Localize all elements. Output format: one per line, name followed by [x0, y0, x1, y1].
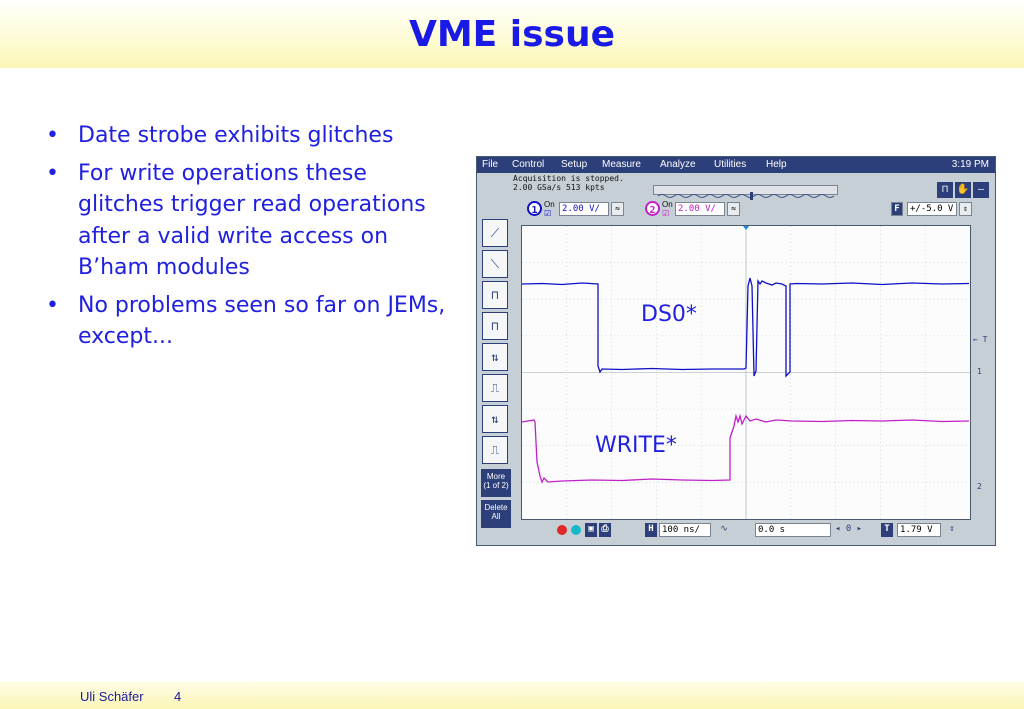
- setup-hold-icon[interactable]: ⇅: [482, 405, 508, 433]
- channel-1-marker: 1: [977, 367, 982, 376]
- more-line-2: (1 of 2): [483, 481, 509, 490]
- footer-page-number: 4: [174, 689, 182, 704]
- trigger-falling-icon[interactable]: ⟍: [482, 250, 508, 278]
- trigger-badge: T: [881, 523, 893, 537]
- delay-field[interactable]: 0.0 s: [755, 523, 831, 537]
- glitch-icon[interactable]: ⊓: [482, 312, 508, 340]
- trace-label-write: WRITE*: [595, 433, 677, 458]
- acquisition-status: [513, 174, 653, 192]
- channel-1-scale-field[interactable]: 2.00 V/: [559, 202, 609, 216]
- menu-help[interactable]: Help: [766, 159, 787, 170]
- bullet-dot-icon: •: [46, 160, 59, 186]
- stop-icon[interactable]: [557, 525, 567, 535]
- more-line-1: More: [486, 472, 506, 481]
- channel-2-button[interactable]: 2: [645, 201, 660, 216]
- scope-bottom-bar: [515, 522, 991, 540]
- menu-setup[interactable]: Setup: [561, 159, 588, 170]
- channel-2-scale-field[interactable]: 2.00 V/: [675, 202, 725, 216]
- menu-file[interactable]: File: [482, 159, 499, 170]
- menu-utilities[interactable]: Utilities: [714, 159, 747, 170]
- scope-clock: 3:19 PM: [951, 159, 989, 170]
- footer-author: Uli Schäfer: [80, 689, 144, 704]
- channel-1-checkbox-icon[interactable]: ☑: [544, 209, 552, 218]
- bullet-dot-icon: •: [46, 292, 59, 318]
- waveform-display[interactable]: [521, 225, 971, 520]
- status-line-2: 2.00 GSa/s 513 kpts: [513, 183, 605, 192]
- channel-1-button[interactable]: 1: [527, 201, 542, 216]
- bullet-item: [40, 290, 450, 353]
- trigger-level-field[interactable]: 1.79 V: [897, 523, 941, 537]
- more-button[interactable]: [481, 469, 511, 497]
- pattern-icon[interactable]: ⇅: [482, 343, 508, 371]
- offset-field[interactable]: +/-5.0 V: [907, 202, 957, 216]
- timeout-icon[interactable]: ⎍: [482, 436, 508, 464]
- trigger-level-marker: ← T: [973, 335, 988, 344]
- waveform-traces: [522, 226, 970, 519]
- slide-title: VME issue: [408, 14, 616, 55]
- channel-1-on-label: On: [544, 200, 555, 209]
- channel-row: [527, 201, 997, 219]
- trigger-rising-icon[interactable]: ⟋: [482, 219, 508, 247]
- timebase-fine-icon[interactable]: ∿: [720, 524, 728, 534]
- channel-2-coupling-icon[interactable]: ≈: [727, 202, 740, 216]
- bullet-item: [40, 158, 450, 284]
- trigger-stepper-icon[interactable]: ⇕: [949, 524, 955, 534]
- bullet-text: For write operations these glitches trigger read operations after a valid write access on B’ham modules: [78, 160, 426, 280]
- minimize-icon[interactable]: –: [973, 182, 989, 198]
- channel-2-on-label: On: [662, 200, 673, 209]
- offset-stepper-icon[interactable]: ⇕: [959, 202, 972, 216]
- channel-2-checkbox-icon[interactable]: ☑: [662, 209, 670, 218]
- waveform-overview[interactable]: [653, 185, 838, 195]
- footer-band: [0, 681, 1024, 709]
- bullet-item: [40, 120, 450, 152]
- menu-measure[interactable]: Measure: [602, 159, 641, 170]
- run-icon[interactable]: [571, 525, 581, 535]
- timebase-badge: H: [645, 523, 657, 537]
- status-line-1: Acquisition is stopped.: [513, 174, 624, 183]
- offset-badge: F: [891, 202, 903, 216]
- scope-top-buttons: [935, 177, 989, 193]
- channel-1-coupling-icon[interactable]: ≈: [611, 202, 624, 216]
- oscilloscope-window: [476, 156, 996, 546]
- state-icon[interactable]: ⎍: [482, 374, 508, 402]
- menu-control[interactable]: Control: [512, 159, 545, 170]
- bullet-text: Date strobe exhibits glitches: [78, 123, 394, 148]
- autoscale-icon[interactable]: ▣: [585, 523, 597, 537]
- hand-icon[interactable]: ✋: [955, 182, 971, 198]
- delay-nav-icon[interactable]: ◂ 0 ▸: [835, 524, 863, 534]
- trace-label-ds0: DS0*: [641, 302, 697, 327]
- print-icon[interactable]: ⎙: [599, 523, 611, 537]
- overview-wave-icon: [654, 191, 839, 201]
- channel-2-marker: 2: [977, 482, 982, 491]
- bullet-dot-icon: •: [46, 123, 59, 148]
- pulse-width-icon[interactable]: ⊓: [482, 281, 508, 309]
- bullet-text: No problems seen so far on JEMs, except...: [78, 292, 446, 349]
- timebase-field[interactable]: 100 ns/: [659, 523, 711, 537]
- menu-analyze[interactable]: Analyze: [660, 159, 696, 170]
- delete-line-2: All: [491, 512, 501, 521]
- delete-line-1: Delete: [484, 503, 508, 512]
- pulse-icon[interactable]: ⊓: [937, 182, 953, 198]
- delete-all-button[interactable]: [481, 500, 511, 528]
- bullet-list: [40, 120, 450, 359]
- scope-menubar: [477, 157, 995, 173]
